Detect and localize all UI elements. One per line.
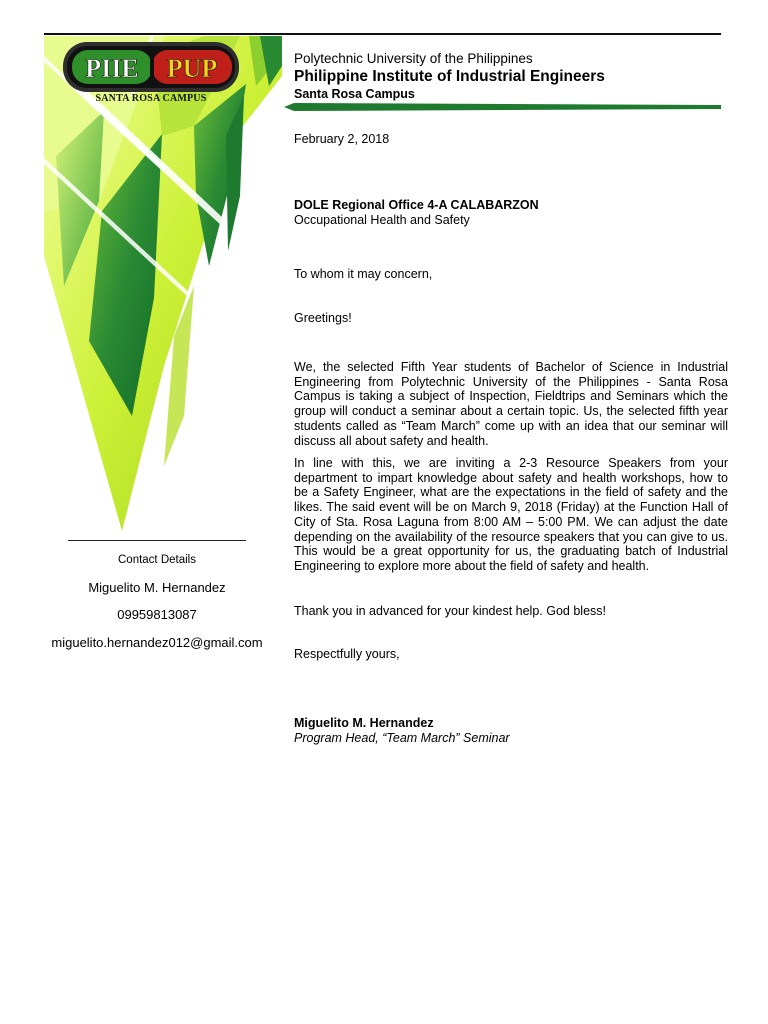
logo-left-text: PIIE xyxy=(85,54,139,83)
letterhead xyxy=(294,51,605,102)
contact-name: Miguelito M. Hernandez xyxy=(88,580,226,595)
decorative-green-graphic xyxy=(44,36,282,534)
contact-phone: 09959813087 xyxy=(117,607,197,622)
body-paragraph-3: Thank you in advanced for your kindest help. God bless! xyxy=(294,604,606,618)
recipient-name: DOLE Regional Office 4-A CALABARZON xyxy=(294,198,539,212)
logo-campus-label: SANTA ROSA CAMPUS xyxy=(95,93,207,104)
letter-date: February 2, 2018 xyxy=(294,132,390,146)
signer-name: Miguelito M. Hernandez xyxy=(294,716,434,730)
campus-name: Santa Rosa Campus xyxy=(294,87,415,101)
contact-email: miguelito.hernandez012@gmail.com xyxy=(51,635,263,650)
top-rule xyxy=(44,33,721,35)
institute-name: Philippine Institute of Industrial Engineers xyxy=(294,68,605,85)
greeting: Greetings! xyxy=(294,311,352,325)
recipient-department: Occupational Health and Safety xyxy=(294,212,470,227)
closing: Respectfully yours, xyxy=(294,647,400,661)
university-name: Polytechnic University of the Philippines xyxy=(294,51,533,66)
logo-right-text: PUP xyxy=(166,54,218,83)
recipient-block xyxy=(294,198,728,227)
salutation: To whom it may concern, xyxy=(294,267,433,281)
signer-title: Program Head, “Team March” Seminar xyxy=(294,730,510,745)
contact-title: Contact Details xyxy=(118,554,196,566)
header-green-rule xyxy=(284,103,721,111)
body-paragraph-2: In line with this, we are inviting a 2-3 Resource Speakers from your department to impart knowledge about safety and health workshops, how to be a Safety Engineer, what are the expectations in the field of safety and the likes. The said event will be on March 9, 2018 (Friday) at the Function Hall of City of Sta. Rosa Laguna from 8:00 AM – 5:00 PM. We can adjust the date depending on the availability of the resource speakers that you can give to us. This would be a great opportunity for us, the graduating batch of Industrial Engineering to explore more about the field of safety and health. xyxy=(294,456,728,573)
signature-block xyxy=(294,716,728,745)
contact-divider xyxy=(68,540,246,541)
body-paragraph-1: We, the selected Fifth Year students of Bachelor of Science in Industrial Engineering from Polytechnic University of the Philippines - Santa Rosa Campus is taking a subject of Inspection, Fieldtrips and Seminars which the group will conduct a seminar about a certain topic. Us, the selected fifth year students called as “Team March” come up with an idea that our seminar will discuss all about safety and health. xyxy=(294,360,728,448)
